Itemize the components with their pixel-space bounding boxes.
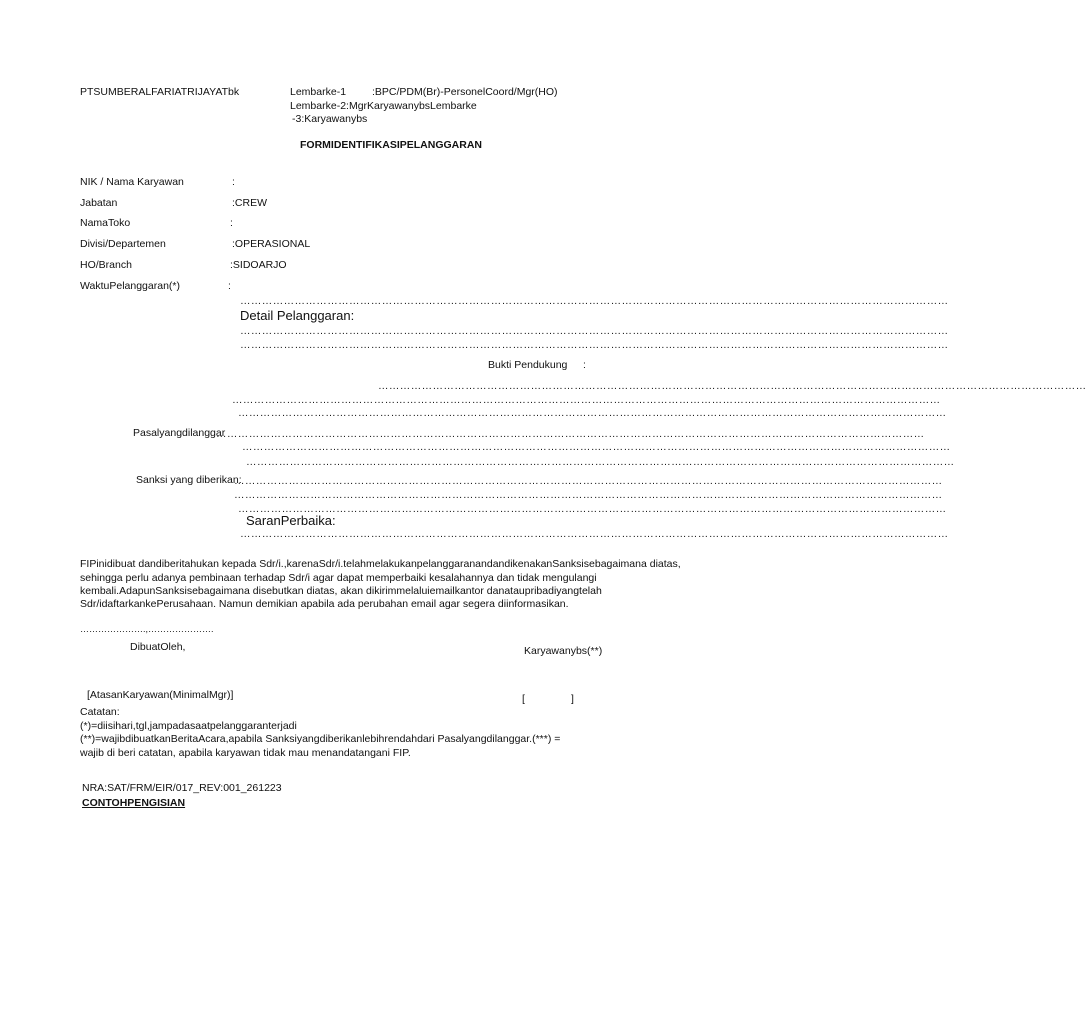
field-value-nik: :: [232, 176, 235, 188]
field-value-branch: :SIDOARJO: [230, 259, 287, 271]
made-by-label: DibuatOleh,: [130, 641, 186, 653]
bracket-open: [: [522, 693, 525, 705]
dotted-line: ……………………………………………………………………………………………………………………………………………………………………………: [234, 475, 943, 487]
field-value-waktu: :: [228, 280, 231, 292]
bukti-colon: :: [583, 359, 586, 371]
lembar-1-label: Lembarke-1: [290, 86, 347, 98]
saran-heading: SaranPerbaika:: [246, 513, 336, 528]
document-code: NRA:SAT/FRM/EIR/017_REV:001_261223: [82, 782, 282, 794]
field-label-toko: NamaToko: [80, 217, 131, 229]
dotted-line: ……………………………………………………………………………………………………………………………………………………………………………: [238, 407, 947, 419]
dotted-line: ……………………………………………………………………………………………………………………………………………………………………………: [240, 339, 949, 351]
field-label-nik: NIK / Nama Karyawan: [80, 176, 184, 188]
notes-line-3: wajib di beri catatan, apabila karyawan tidak mau menandatangani FIP.: [80, 747, 411, 759]
dotted-line: ……………………………………………………………………………………………………………………………………………………………………………: [242, 441, 951, 453]
notes-line-1: (*)=diisihari,tgl,jampadasaatpelanggaranterjadi: [80, 720, 297, 732]
lembar-2: Lembarke-2:MgrKaryawanybsLembarke: [290, 100, 477, 112]
dotted-line: ……………………………………………………………………………………………………………………………………………………………………………: [238, 503, 947, 515]
dotted-line: ……………………………………………………………………………………………………………………………………………………………………………: [240, 528, 949, 540]
field-label-waktu: WaktuPelanggaran(*): [80, 280, 180, 292]
paragraph-line-1: FIPinidibuat dandiberitahukan kepada Sdr/i.,karenaSdr/i.telahmelakukanpelanggaranandandikenakanSanksisebagaimana diatas,: [80, 558, 681, 570]
field-value-jabatan: :CREW: [232, 197, 267, 209]
employee-label: Karyawanybs(**): [524, 645, 603, 657]
notes-line-2: (**)=wajibdibuatkanBeritaAcara,apabila Sanksiyangdiberikanlebihrendahdari Pasalyangdilanggar.(***) =: [80, 733, 561, 745]
lembar-3: -3:Karyawanybs: [292, 113, 368, 125]
paragraph-line-2: sehingga perlu adanya pembinaan terhadap Sdr/i agar dapat memperbaiki kesalahannya dan tidak mengulangi: [80, 572, 597, 584]
dotted-line: ……………………………………………………………………………………………………………………………………………………………………………: [240, 295, 949, 307]
bukti-label: Bukti Pendukung: [488, 359, 568, 371]
field-label-branch: HO/Branch: [80, 259, 132, 271]
notes-heading: Catatan:: [80, 706, 120, 718]
company-name: PTSUMBERALFARIATRIJAYATbk: [80, 86, 240, 98]
field-label-divisi: Divisi/Departemen: [80, 238, 166, 250]
dotted-line: ……………………………………………………………………………………………………………………………………………………………………………: [234, 489, 943, 501]
bracket-close: ]: [571, 693, 574, 705]
example-label: CONTOHPENGISIAN: [82, 797, 186, 809]
superior-label: [AtasanKaryawan(MinimalMgr)]: [87, 689, 234, 701]
lembar-1-value: :BPC/PDM(Br)-PersonelCoord/Mgr(HO): [372, 86, 558, 98]
dotted-line: ……………………………………………………………………………………………………………………………………………………………………………: [246, 456, 955, 468]
dotted-line: ……………………………………………………………………………………………………………………………………………………………………………: [240, 325, 949, 337]
pasal-label: Pasalyangdilanggar: [133, 427, 226, 439]
paragraph-line-4: Sdr/idaftarkankePerusahaan. Namun demikian apabila ada perubahan email agar segera diinformasikan.: [80, 598, 569, 610]
form-title: FORMIDENTIFIKASIPELANGGARAN: [300, 139, 482, 151]
dotted-line: ……………………………………………………………………………………………………………………………………………………………………………: [378, 380, 1087, 392]
detail-heading: Detail Pelanggaran:: [240, 308, 355, 323]
date-line: ………………….,………………….: [80, 624, 214, 634]
sanksi-label: Sanksi yang diberikan:: [136, 474, 242, 486]
dotted-line: ……………………………………………………………………………………………………………………………………………………………………………: [216, 428, 925, 440]
field-label-jabatan: Jabatan: [80, 197, 118, 209]
field-value-toko: :: [230, 217, 233, 229]
dotted-line: ……………………………………………………………………………………………………………………………………………………………………………: [232, 394, 941, 406]
field-value-divisi: :OPERASIONAL: [232, 238, 311, 250]
paragraph-line-3: kembali.AdapunSanksisebagaimana disebutkan diatas, akan dikirimmelaluiemailkantor danataupribadiyangtelah: [80, 585, 602, 597]
